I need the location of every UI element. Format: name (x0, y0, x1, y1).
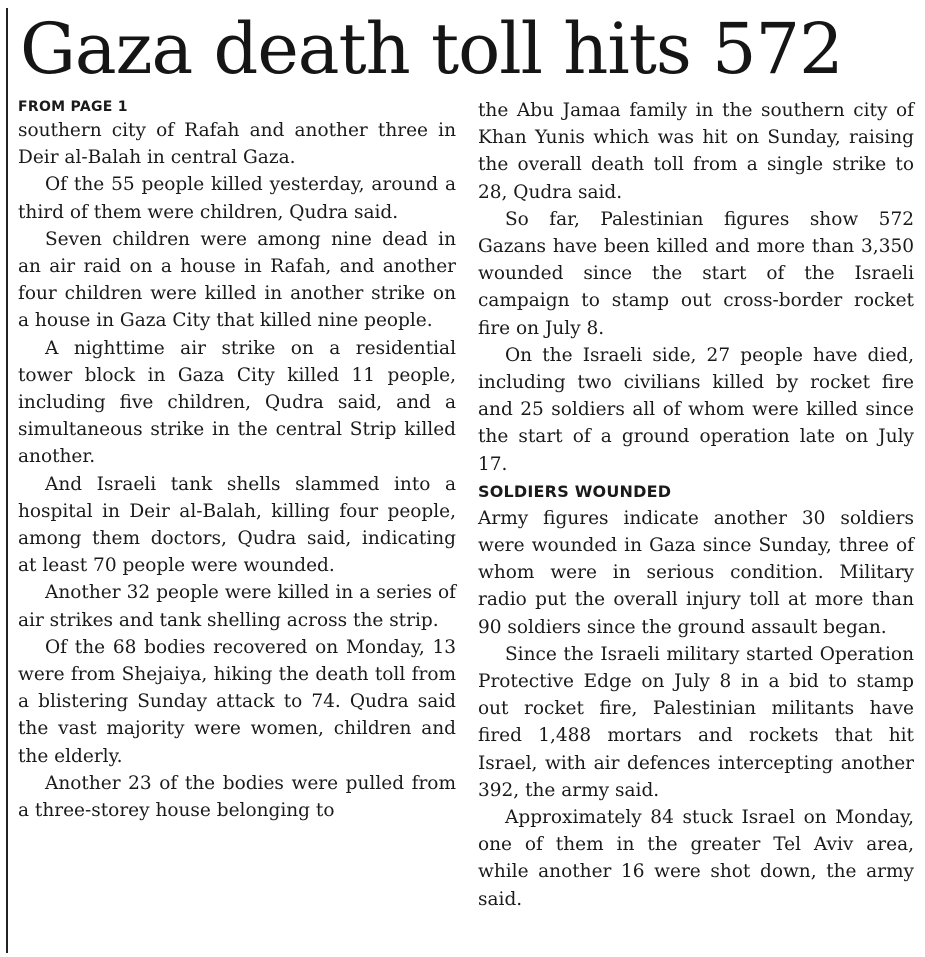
paragraph: the Abu Jamaa family in the southern city of Khan Yunis which was hit on Sunday, raising the overall death toll from a single strike to 28, Qudra said. (478, 100, 914, 203)
paragraph: Approximately 84 stuck Israel on Monday, one of them in the greater Tel Aviv area, while another 16 were shot down, the army said. (478, 807, 914, 910)
headline: Gaza death toll hits 572 (20, 8, 843, 90)
jump-label: FROM PAGE 1 (18, 99, 128, 115)
paragraph: And Israeli tank shells slammed into a hospital in Deir al-Balah, killing four people, among them doctors, Qudra said, indicating at least 70 people were wounded. (18, 473, 456, 577)
paragraph: Seven children were among nine dead in an air raid on a house in Rafah, and another four children were killed in another strike on a house in Gaza City that killed nine people. (18, 228, 456, 332)
paragraph: Since the Israeli military started Operation Protective Edge on July 8 in a bid to stamp out rocket fire, Palestinian militants have fired 1,488 mortars and rockets that hit Israel, with air defences intercepting another 392, the army said. (478, 643, 914, 801)
column-rule (6, 8, 8, 953)
paragraph: southern city of Rafah and another three in Deir al-Balah in central Gaza. (18, 120, 456, 169)
paragraph: Of the 68 bodies recovered on Monday, 13 were from Shejaiya, hiking the death toll from a blistering Sunday attack to 74. Qudra said the vast majority were women, children and the elderly. (18, 636, 456, 767)
article-column-right (478, 97, 914, 913)
paragraph: A nighttime air strike on a residential tower block in Gaza City killed 11 people, including five children, Qudra said, and a simultaneous strike in the central Strip killed another. (18, 337, 456, 468)
paragraph: Army figures indicate another 30 soldiers were wounded in Gaza since Sunday, three of whom were in serious condition. Military radio put the overall injury toll at more than 90 soldiers since the ground assault began. (478, 507, 914, 638)
paragraph: Another 23 of the bodies were pulled from a three-storey house belonging to (18, 772, 456, 822)
paragraph: On the Israeli side, 27 people have died, including two civilians killed by rocket fire and 25 soldiers all of whom were killed since the start of a ground operation late on July 17. (478, 344, 914, 475)
paragraph: Of the 55 people killed yesterday, around a third of them were children, Qudra said. (18, 174, 456, 223)
paragraph: So far, Palestinian figures show 572 Gazans have been killed and more than 3,350 wounded since the start of the Israeli campaign to stamp out cross-border rocket fire on July 8. (478, 208, 914, 339)
section-subhead: SOLDIERS WOUNDED (478, 481, 672, 501)
article-column-left (18, 97, 456, 824)
paragraph: Another 32 people were killed in a series of air strikes and tank shelling across the strip. (18, 582, 456, 631)
